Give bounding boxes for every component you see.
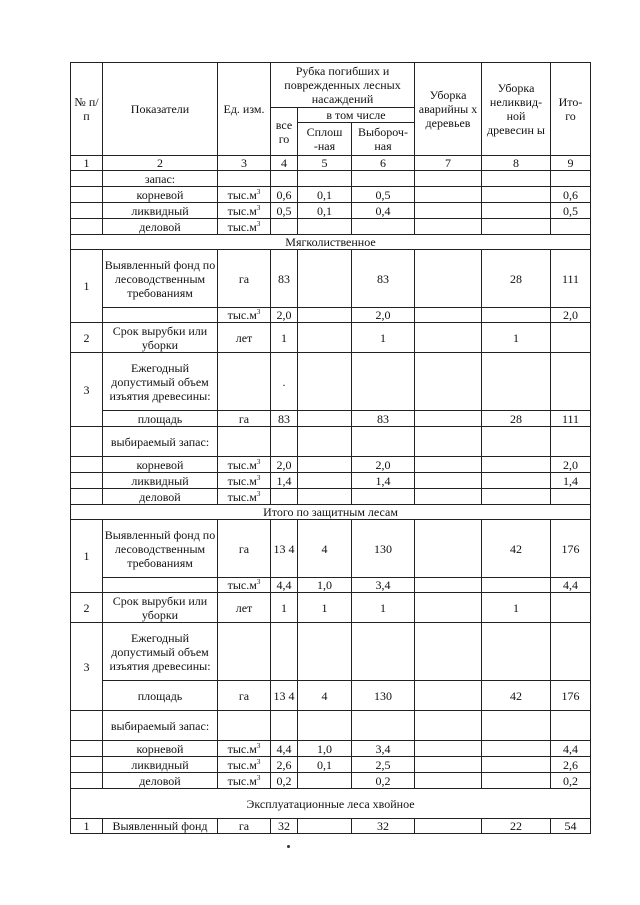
- row-unit: лет: [218, 593, 271, 623]
- row-illiquid: 22: [482, 819, 551, 834]
- row-total: 32: [271, 819, 298, 834]
- row-itogo: 111: [551, 411, 591, 427]
- row-clear: [298, 457, 352, 473]
- row-number: 2: [71, 593, 103, 623]
- row-label: запас:: [103, 171, 218, 187]
- col-num: 9: [551, 156, 591, 171]
- row-illiquid: 42: [482, 681, 551, 711]
- row-number: 1: [71, 520, 103, 593]
- row-unit: $тыс.м^3$: [218, 741, 271, 757]
- row-number: 1: [71, 250, 103, 323]
- row-label: площадь: [103, 681, 218, 711]
- row-itogo: [551, 593, 591, 623]
- col-num: 6: [352, 156, 415, 171]
- row-unit: $тыс.м^3$: [218, 773, 271, 789]
- table-row: [71, 773, 591, 789]
- table-row: [71, 757, 591, 773]
- row-clear: [298, 819, 352, 834]
- row-label: Срок вырубки или уборки: [103, 323, 218, 353]
- row-itogo: 4,4: [551, 741, 591, 757]
- row-total: 83: [271, 250, 298, 308]
- row-illiquid: 28: [482, 250, 551, 308]
- header-unit: Ед. изм.: [218, 63, 271, 156]
- row-illiquid: 1: [482, 593, 551, 623]
- row-number: 3: [71, 623, 103, 711]
- row-total: 2,0: [271, 308, 298, 323]
- row-unit: лет: [218, 323, 271, 353]
- section-title: Итого по защитным лесам: [71, 505, 591, 520]
- header-indicator: Показатели: [103, 63, 218, 156]
- row-clear: [298, 250, 352, 308]
- row-clear: 1,0: [298, 578, 352, 593]
- row-selective: 3,4: [352, 741, 415, 757]
- row-unit: $тыс.м^3$: [218, 489, 271, 505]
- row-label: [103, 308, 218, 323]
- header-illiquid: Уборка неликвид- ной древесин ы: [482, 63, 551, 156]
- row-itogo: [551, 323, 591, 353]
- section-title: Эксплуатационные леса хвойное: [71, 789, 591, 819]
- header-num: № п/п: [71, 63, 103, 156]
- table-row: [71, 520, 591, 578]
- row-label: деловой: [103, 219, 218, 235]
- row-illiquid: 28: [482, 411, 551, 427]
- row-total: 1,4: [271, 473, 298, 489]
- column-numbers-row: [71, 156, 591, 171]
- row-itogo: 1,4: [551, 473, 591, 489]
- row-total: 4,4: [271, 578, 298, 593]
- row-label: Ежегодный допустимый объем изъятия древесины:: [103, 353, 218, 411]
- row-illiquid: [482, 308, 551, 323]
- row-number: 3: [71, 353, 103, 427]
- table-row: [71, 623, 591, 681]
- row-itogo: 176: [551, 681, 591, 711]
- row-label: корневой: [103, 187, 218, 203]
- row-unit: га: [218, 250, 271, 308]
- row-selective: 1,4: [352, 473, 415, 489]
- row-label: площадь: [103, 411, 218, 427]
- scan-mark: .: [271, 353, 298, 411]
- table-row: [71, 473, 591, 489]
- row-unit: $тыс.м^3$: [218, 578, 271, 593]
- row-label: Срок вырубки или уборки: [103, 593, 218, 623]
- row-unit: $тыс.м^3$: [218, 757, 271, 773]
- row-label: выбираемый запас:: [103, 711, 218, 741]
- row-unit: га: [218, 520, 271, 578]
- row-label: ликвидный: [103, 473, 218, 489]
- row-clear: [298, 323, 352, 353]
- col-num: 8: [482, 156, 551, 171]
- row-clear: [298, 473, 352, 489]
- row-clear: [298, 773, 352, 789]
- col-num: 2: [103, 156, 218, 171]
- row-clear: 1: [298, 593, 352, 623]
- row-itogo: 0,6: [551, 187, 591, 203]
- table-row: [71, 489, 591, 505]
- row-unit: га: [218, 411, 271, 427]
- row-clear: 0,1: [298, 203, 352, 219]
- row-unit: $тыс.м^3$: [218, 187, 271, 203]
- row-number: 2: [71, 323, 103, 353]
- header-itogo: Ито- го: [551, 63, 591, 156]
- row-clear: 4: [298, 681, 352, 711]
- row-total: 83: [271, 411, 298, 427]
- col-num: 1: [71, 156, 103, 171]
- row-illiquid: [482, 457, 551, 473]
- table-row: [71, 353, 591, 411]
- scan-dot: [287, 845, 290, 848]
- row-number: 1: [71, 819, 103, 834]
- row-selective: 83: [352, 250, 415, 308]
- table-row: [71, 411, 591, 427]
- row-label: выбираемый запас:: [103, 427, 218, 457]
- row-total: 0,5: [271, 203, 298, 219]
- header-incl: в том числе: [298, 108, 415, 123]
- row-clear: [298, 411, 352, 427]
- row-selective: 0,4: [352, 203, 415, 219]
- table-row: [71, 593, 591, 623]
- row-total: 4,4: [271, 741, 298, 757]
- row-itogo: 0,2: [551, 773, 591, 789]
- row-clear: [298, 308, 352, 323]
- row-selective: 2,0: [352, 457, 415, 473]
- row-unit: га: [218, 681, 271, 711]
- row-total: 13 4: [271, 520, 298, 578]
- row-label: ликвидный: [103, 203, 218, 219]
- row-itogo: 2,0: [551, 308, 591, 323]
- section-title: Мягколиственное: [71, 235, 591, 250]
- row-label: деловой: [103, 773, 218, 789]
- row-itogo: 2,6: [551, 757, 591, 773]
- row-label: Ежегодный допустимый объем изъятия древесины:: [103, 623, 218, 681]
- row-unit: $тыс.м^3$: [218, 473, 271, 489]
- row-total: 0,6: [271, 187, 298, 203]
- header-clear: Сплош -ная: [298, 123, 352, 156]
- row-label: Выявленный фонд по лесоводственным требованиям: [103, 520, 218, 578]
- col-num: 3: [218, 156, 271, 171]
- table-row: [71, 819, 591, 834]
- row-total: 2,0: [271, 457, 298, 473]
- document-table-wrapper: [70, 62, 591, 834]
- header-total: все го: [271, 108, 298, 156]
- row-label: ликвидный: [103, 757, 218, 773]
- col-num: 5: [298, 156, 352, 171]
- row-total: 0,2: [271, 773, 298, 789]
- table-row: [71, 681, 591, 711]
- row-selective: 130: [352, 520, 415, 578]
- row-clear: 1,0: [298, 741, 352, 757]
- row-unit: $тыс.м^3$: [218, 219, 271, 235]
- row-clear: 4: [298, 520, 352, 578]
- header-selective: Выбороч- ная: [352, 123, 415, 156]
- row-illiquid: [482, 473, 551, 489]
- row-illiquid: [482, 203, 551, 219]
- row-label: корневой: [103, 741, 218, 757]
- table-row: [71, 711, 591, 741]
- row-unit: $тыс.м^3$: [218, 308, 271, 323]
- header-felling: Рубка погибших и поврежденных лесных насаждений: [271, 63, 415, 108]
- row-itogo: 111: [551, 250, 591, 308]
- table-row: [71, 171, 591, 187]
- row-label: Выявленный фонд по лесоводственным требованиям: [103, 250, 218, 308]
- row-itogo: 54: [551, 819, 591, 834]
- row-selective: 0,2: [352, 773, 415, 789]
- row-illiquid: [482, 757, 551, 773]
- header-emergency: Уборка аварийны х деревьев: [415, 63, 482, 156]
- row-clear: 0,1: [298, 187, 352, 203]
- row-itogo: 176: [551, 520, 591, 578]
- row-clear: 0,1: [298, 757, 352, 773]
- col-num: 4: [271, 156, 298, 171]
- row-label: Выявленный фонд: [103, 819, 218, 834]
- felling-table: [70, 62, 591, 834]
- row-label: [103, 578, 218, 593]
- table-row: [71, 457, 591, 473]
- table-row: [71, 578, 591, 593]
- row-selective: 1: [352, 593, 415, 623]
- row-illiquid: [482, 741, 551, 757]
- row-total: 1: [271, 323, 298, 353]
- row-illiquid: 1: [482, 323, 551, 353]
- row-selective: 1: [352, 323, 415, 353]
- table-row: [71, 250, 591, 308]
- row-illiquid: [482, 578, 551, 593]
- row-unit: $тыс.м^3$: [218, 203, 271, 219]
- table-row: [71, 427, 591, 457]
- table-row: [71, 308, 591, 323]
- row-selective: 130: [352, 681, 415, 711]
- table-row: [71, 219, 591, 235]
- row-total: 13 4: [271, 681, 298, 711]
- row-label: деловой: [103, 489, 218, 505]
- row-selective: 0,5: [352, 187, 415, 203]
- row-itogo: 0,5: [551, 203, 591, 219]
- row-selective: 3,4: [352, 578, 415, 593]
- col-num: 7: [415, 156, 482, 171]
- row-itogo: 2,0: [551, 457, 591, 473]
- row-selective: 32: [352, 819, 415, 834]
- row-itogo: 4,4: [551, 578, 591, 593]
- row-illiquid: [482, 773, 551, 789]
- row-selective: 2,5: [352, 757, 415, 773]
- row-unit: га: [218, 819, 271, 834]
- row-unit: $тыс.м^3$: [218, 457, 271, 473]
- row-illiquid: [482, 187, 551, 203]
- table-row: [71, 741, 591, 757]
- row-total: 2,6: [271, 757, 298, 773]
- row-selective: 83: [352, 411, 415, 427]
- row-label: корневой: [103, 457, 218, 473]
- table-row: [71, 323, 591, 353]
- table-row: [71, 187, 591, 203]
- row-total: 1: [271, 593, 298, 623]
- row-selective: 2,0: [352, 308, 415, 323]
- row-illiquid: 42: [482, 520, 551, 578]
- table-row: [71, 203, 591, 219]
